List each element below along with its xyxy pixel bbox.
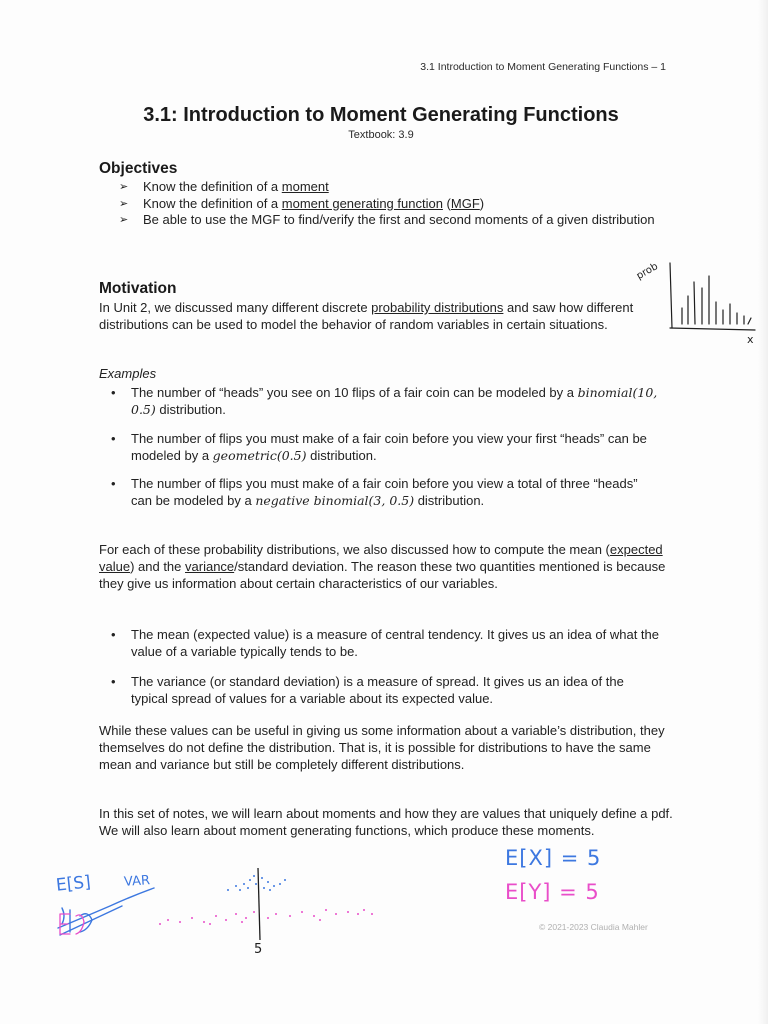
var-annotation: VAR [123,873,151,890]
running-header: 3.1 Introduction to Moment Generating Functions – 1 [420,61,666,73]
term-variance: variance [185,558,235,574]
term-mgf-abbr: MGF [450,195,480,211]
examples-list [99,384,659,418]
examples-list [99,475,659,509]
term-moment: moment [281,179,329,194]
term-expected-value: expected value [99,542,663,574]
scribble-drawing [52,880,162,940]
mean-bullet: • The mean (expected value) is a measure of central tendency. It gives us an idea of what the value of a variable typically tends to be. [99,626,659,660]
example-item: • The number of flips you must make of a fair coin before you view your first “heads” can be modeled by a geometric(0.5) distribution. [99,430,659,464]
x-axis-annotation: x [747,333,754,346]
variance-bullet: • The variance (or standard deviation) is a measure of spread. It gives us an idea of the typical spread of values for a variable about its expected value. [99,673,659,707]
example-item: • The number of “heads” you see on 10 flips of a fair coin can be modeled by a binomial(10, 0.5) distribution. [99,384,659,418]
examples-label: Examples [99,366,157,381]
page-title: 3.1: Introduction to Moment Generating Functions [143,104,619,126]
dot-distribution-drawing [150,862,390,962]
page-subtitle: Textbook: 3.9 [348,129,414,141]
term-mgf: moment generating function [281,195,443,211]
motivation-paragraph-3: While these values can be useful in giving us some information about a variable’s distribution, they themselves do not define the distribution. That is, it is possible for distributions to have the same mean and variance but still be completely different distributions. [99,723,665,772]
mean-variance-list [99,626,659,660]
motivation-paragraph-1: In Unit 2, we discussed many different discrete probability distributions and saw how different distributions can be used to model the behavior of random variables in certain situations. [99,300,634,332]
copyright-notice: © 2021-2023 Claudia Mahler [539,922,648,932]
ex-equation-annotation: E[X] = 5 [505,846,602,870]
motivation-paragraph-2: For each of these probability distributions, we also discussed how to compute the mean (expected value) and the variance/standard deviation. The reason these two quantities mentioned is because they give us information about certain characteristics of our variables. [99,542,666,591]
examples-list [99,430,659,464]
objectives-list [119,179,679,229]
arrow-bullet-icon: ➢ [119,214,129,226]
motivation-paragraph-4: In this set of notes, we will learn about moments and how they are values that uniquely define a pdf. We will also learn about moment generating functions, which produce these moments. [99,806,673,838]
five-annotation: 5 [254,942,263,957]
objective-item: ➢ Know the definition of a moment generating function (MGF) [119,195,485,211]
page-edge [758,0,768,1024]
mean-variance-list [99,673,659,707]
objectives-heading: Objectives [99,160,178,177]
objective-item: ➢ Be able to use the MGF to find/verify the first and second moments of a given distribution [119,212,655,227]
motivation-heading: Motivation [99,280,177,297]
ey-equation-annotation: E[Y] = 5 [505,880,600,904]
arrow-bullet-icon: ➢ [119,197,129,210]
term-probability-distributions: probability distributions [371,300,504,315]
objective-item: ➢ Know the definition of a moment [119,179,329,194]
es-annotation: E[S] [55,872,92,896]
arrow-bullet-icon: ➢ [119,181,129,193]
prob-annotation: prob [634,261,660,282]
example-item: • The number of flips you must make of a fair coin before you view a total of three “heads” can be modeled by a negative binomial(3, 0.5) distribution. [99,475,659,509]
